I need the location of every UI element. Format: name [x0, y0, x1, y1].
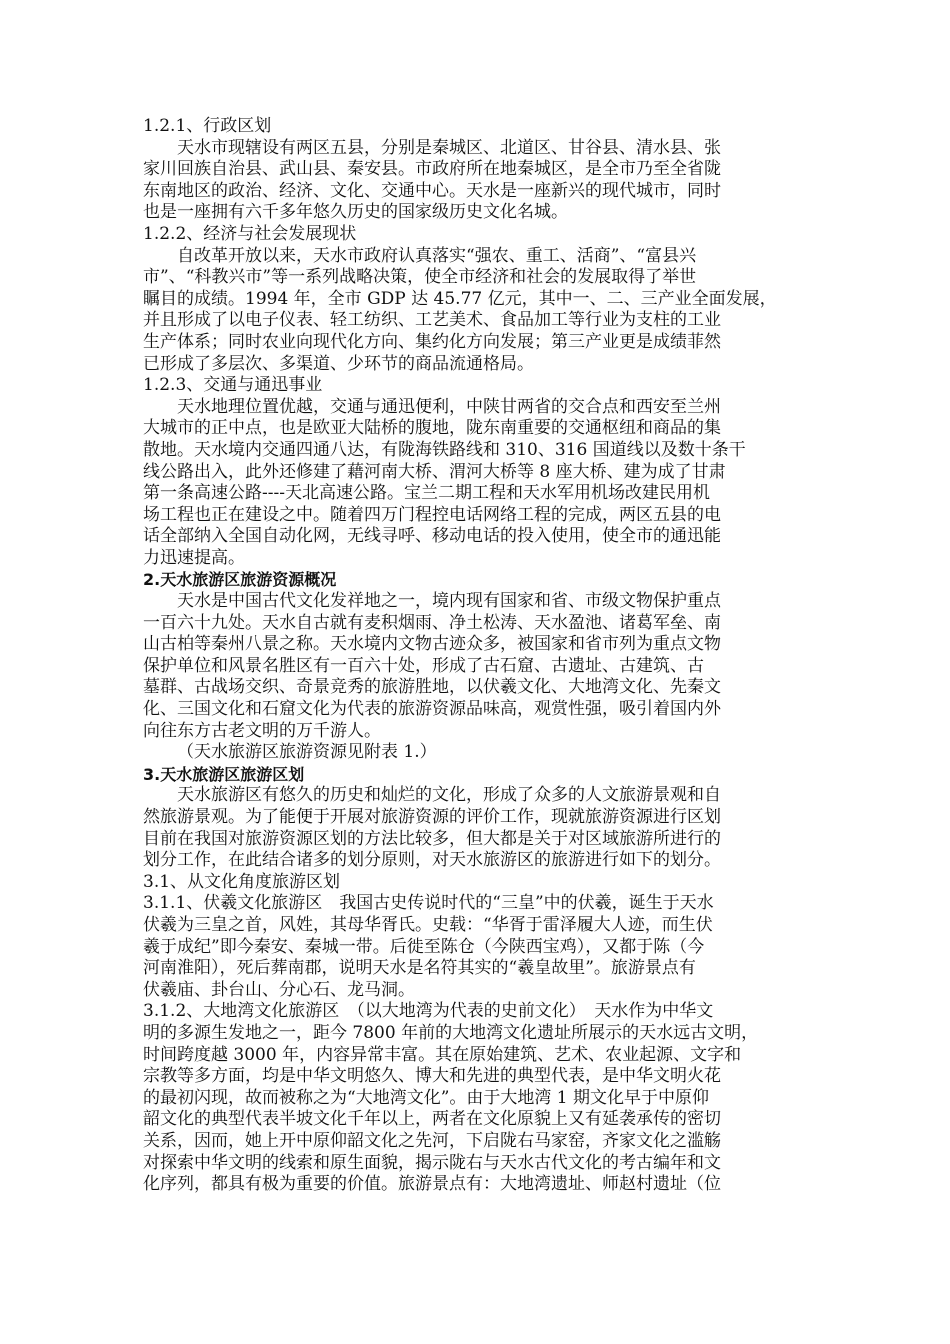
text-line: 对探索中华文明的线索和原生面貌，揭示陇右与天水古代文化的考古编年和文 [143, 1152, 721, 1173]
text-line: 场工程也正在建设之中。随着四万门程控电话网络工程的完成，两区五县的电 [143, 504, 721, 525]
text-line: 保护单位和风景名胜区有一百六十处，形成了古石窟、古遗址、古建筑、古 [143, 655, 704, 676]
text-line: 天水是中国古代文化发祥地之一，境内现有国家和省、市级文物保护重点 [177, 591, 721, 612]
text-line: 第一条高速公路----天北高速公路。宝兰二期工程和天水军用机场改建民用机 [143, 483, 710, 504]
text-line: 1.2.3、交通与通迅事业 [143, 375, 323, 396]
text-line: 划分工作，在此结合诸多的划分原则，对天水旅游区的旅游进行如下的划分。 [143, 850, 721, 871]
text-line: 家川回族自治县、武山县、秦安县。市政府所在地秦城区，是全市乃至全省陇 [143, 159, 721, 180]
text-line: （天水旅游区旅游资源见附表 1.） [177, 742, 437, 763]
text-line: 自改革开放以来，天水市政府认真落实“强农、重工、活商”、“富县兴 [177, 245, 697, 266]
text-line: 墓群、古战场交织、奇景竞秀的旅游胜地，以伏羲文化、大地湾文化、先秦文 [143, 677, 721, 698]
text-line: 瞩目的成绩。1994 年，全市 GDP 达 45.77 亿元，其中一、二、三产业全面发展， [143, 288, 777, 309]
text-line: 生产体系；同时农业向现代化方向、集约化方向发展；第三产业更是成绩菲然 [143, 331, 721, 352]
section-heading: 3.天水旅游区旅游区划 [143, 764, 305, 784]
text-line: 力迅速提高。 [143, 547, 245, 568]
text-line: 线公路出入，此外还修建了藉河南大桥、渭河大桥等 8 座大桥、建为成了甘肃 [143, 461, 726, 482]
text-line: 天水市现辖设有两区五县，分别是秦城区、北道区、甘谷县、清水县、张 [177, 137, 721, 158]
text-line: 也是一座拥有六千多年悠久历史的国家级历史文化名城。 [143, 202, 568, 223]
text-line: 明的多源生发地之一，距今 7800 年前的大地湾文化遗址所展示的天水远古文明， [143, 1022, 759, 1043]
text-line: 宗教等多方面，均是中华文明悠久、博大和先进的典型代表，是中华文明火花 [143, 1066, 721, 1087]
text-line: 并且形成了以电子仪表、轻工纺织、工艺美术、食品加工等行业为支柱的工业 [143, 310, 721, 331]
text-line: 3.1.2、大地湾文化旅游区 （以大地湾为代表的史前文化） 天水作为中华文 [143, 1001, 714, 1022]
text-line: 化、三国文化和石窟文化为代表的旅游资源品味高，观赏性强，吸引着国内外 [143, 699, 721, 720]
text-line: 3.1.1、伏羲文化旅游区 我国古史传说时代的“三皇”中的伏羲，诞生于天水 [143, 893, 714, 914]
text-line: 韶文化的典型代表半坡文化千年以上，两者在文化原貌上又有延袭承传的密切 [143, 1109, 721, 1130]
text-line: 1.2.2、经济与社会发展现状 [143, 223, 357, 244]
text-line: 的最初闪现，故而被称之为“大地湾文化”。由于大地湾 1 期文化早于中原仰 [143, 1087, 710, 1108]
section-heading: 2.天水旅游区旅游资源概况 [143, 570, 337, 590]
text-line: 山古柏等秦州八景之称。天水境内文物古迹众多，被国家和省市列为重点文物 [143, 634, 721, 655]
text-line: 3.1、从文化角度旅游区划 [143, 871, 341, 892]
text-line: 化序列，都具有极为重要的价值。旅游景点有：大地湾遗址、师赵村遗址（位 [143, 1174, 721, 1195]
text-line: 大城市的正中点，也是欧亚大陆桥的腹地，陇东南重要的交通枢纽和商品的集 [143, 418, 721, 439]
text-line: 市”、“科教兴市”等一系列战略决策，使全市经济和社会的发展取得了举世 [143, 267, 697, 288]
text-line: 河南淮阳），死后葬南郡，说明天水是名符其实的“羲皇故里”。旅游景点有 [143, 958, 696, 979]
text-line: 1.2.1、行政区划 [143, 116, 272, 136]
text-line: 话全部纳入全国自动化网，无线寻呼、移动电话的投入使用，使全市的通迅能 [143, 526, 721, 547]
text-line: 伏羲庙、卦台山、分心石、龙马洞。 [143, 979, 415, 1000]
text-line: 天水地理位置优越，交通与通迅便利，中陕甘两省的交合点和西安至兰州 [177, 396, 721, 417]
text-line: 羲于成纪”即今秦安、秦城一带。后徙至陈仓（今陕西宝鸡），又都于陈（今 [143, 936, 705, 957]
text-line: 天水旅游区有悠久的历史和灿烂的文化，形成了众多的人文旅游景观和自 [177, 785, 721, 806]
text-line: 已形成了多层次、多渠道、少环节的商品流通格局。 [143, 353, 534, 374]
text-line: 目前在我国对旅游资源区划的方法比较多，但大都是关于对区域旅游所进行的 [143, 828, 721, 849]
text-line: 伏羲为三皇之首，风姓，其母华胥氏。史载：“华胥于雷泽履大人迹，而生伏 [143, 914, 713, 935]
text-line: 时间跨度越 3000 年，内容异常丰富。其在原始建筑、艺术、农业起源、文字和 [143, 1044, 742, 1065]
document-body [143, 116, 813, 1196]
text-line: 然旅游景观。为了能便于开展对旅游资源的评价工作，现就旅游资源进行区划 [143, 807, 721, 827]
text-line: 一百六十九处。天水自古就有麦积烟雨、净土松涛、天水盈池、诸葛军垒、南 [143, 612, 721, 633]
text-line: 关系，因而，她上开中原仰韶文化之先河，下启陇右马家窑，齐家文化之滥觞 [143, 1130, 721, 1151]
text-line: 向往东方古老文明的万千游人。 [143, 720, 381, 741]
text-line: 散地。天水境内交通四通八达，有陇海铁路线和 310、316 国道线以及数十条干 [143, 439, 746, 460]
text-line: 东南地区的政治、经济、文化、交通中心。天水是一座新兴的现代城市，同时 [143, 180, 721, 201]
